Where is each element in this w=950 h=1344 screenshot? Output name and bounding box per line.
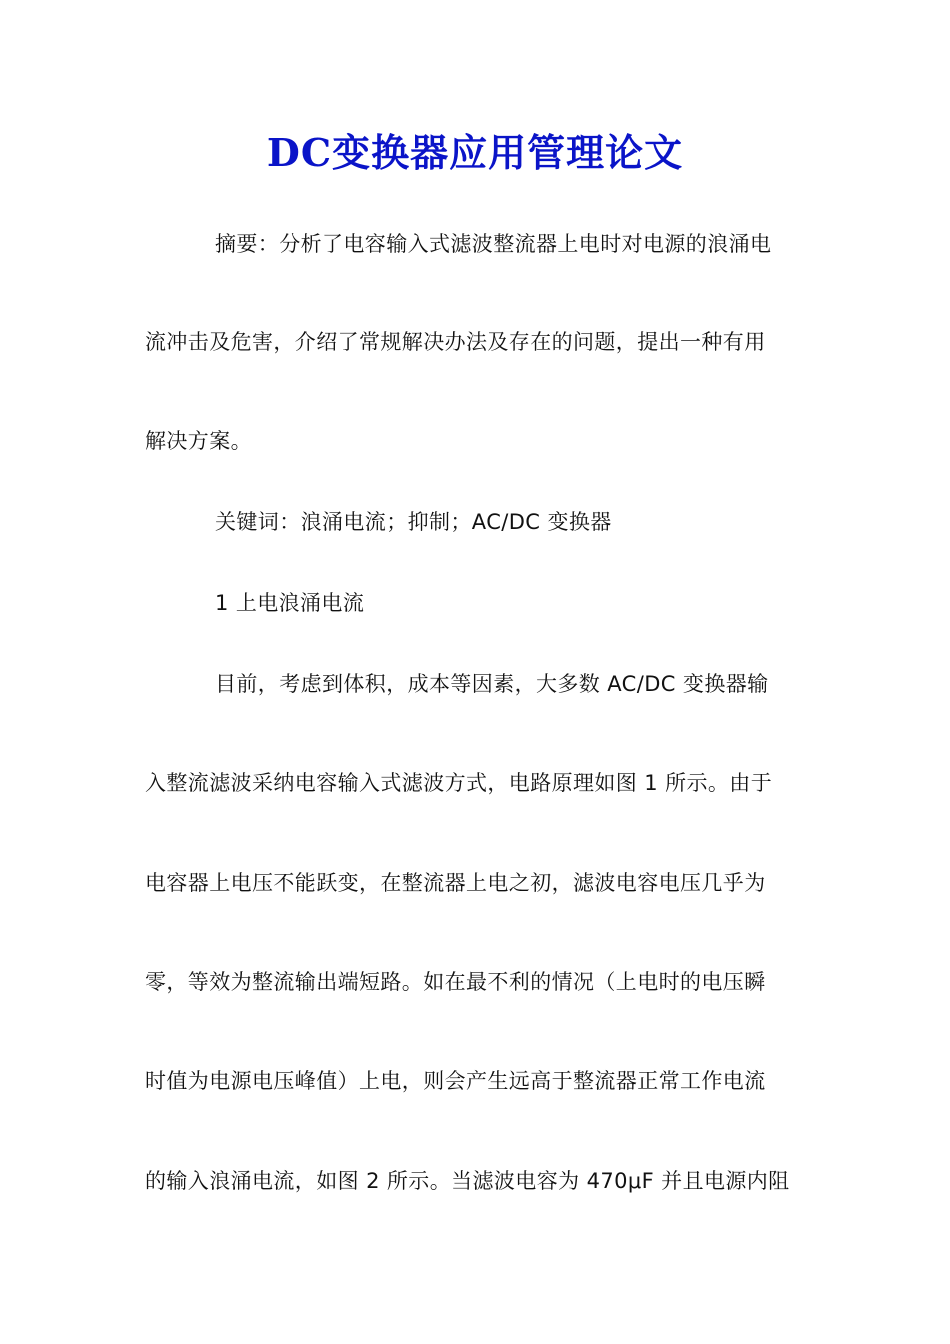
paragraph-line-3: 电容器上电压不能跃变，在整流器上电之初，滤波电容电压几乎为 [145,871,766,895]
keywords-line: 关键词：浪涌电流；抑制；AC/DC 变换器 [215,510,612,534]
paragraph-line-5: 时值为电源电压峰值）上电，则会产生远高于整流器正常工作电流 [145,1069,766,1093]
section-heading: 1 上电浪涌电流 [215,591,365,615]
paragraph-line-1: 目前，考虑到体积，成本等因素，大多数 AC/DC 变换器输 [215,672,769,696]
paragraph-line-4: 零，等效为整流输出端短路。如在最不利的情况（上电时的电压瞬 [145,970,766,994]
abstract-line-1: 摘要：分析了电容输入式滤波整流器上电时对电源的浪涌电 [215,232,772,256]
paragraph-line-6: 的输入浪涌电流，如图 2 所示。当滤波电容为 470μF 并且电源内阻 [145,1169,790,1193]
abstract-line-3: 解决方案。 [145,429,252,453]
abstract-line-2: 流冲击及危害，介绍了常规解决办法及存在的问题，提出一种有用 [145,330,766,354]
paragraph-line-2: 入整流滤波采纳电容输入式滤波方式，电路原理如图 1 所示。由于 [145,771,773,795]
document-title: DC变换器应用管理论文 [266,130,684,175]
